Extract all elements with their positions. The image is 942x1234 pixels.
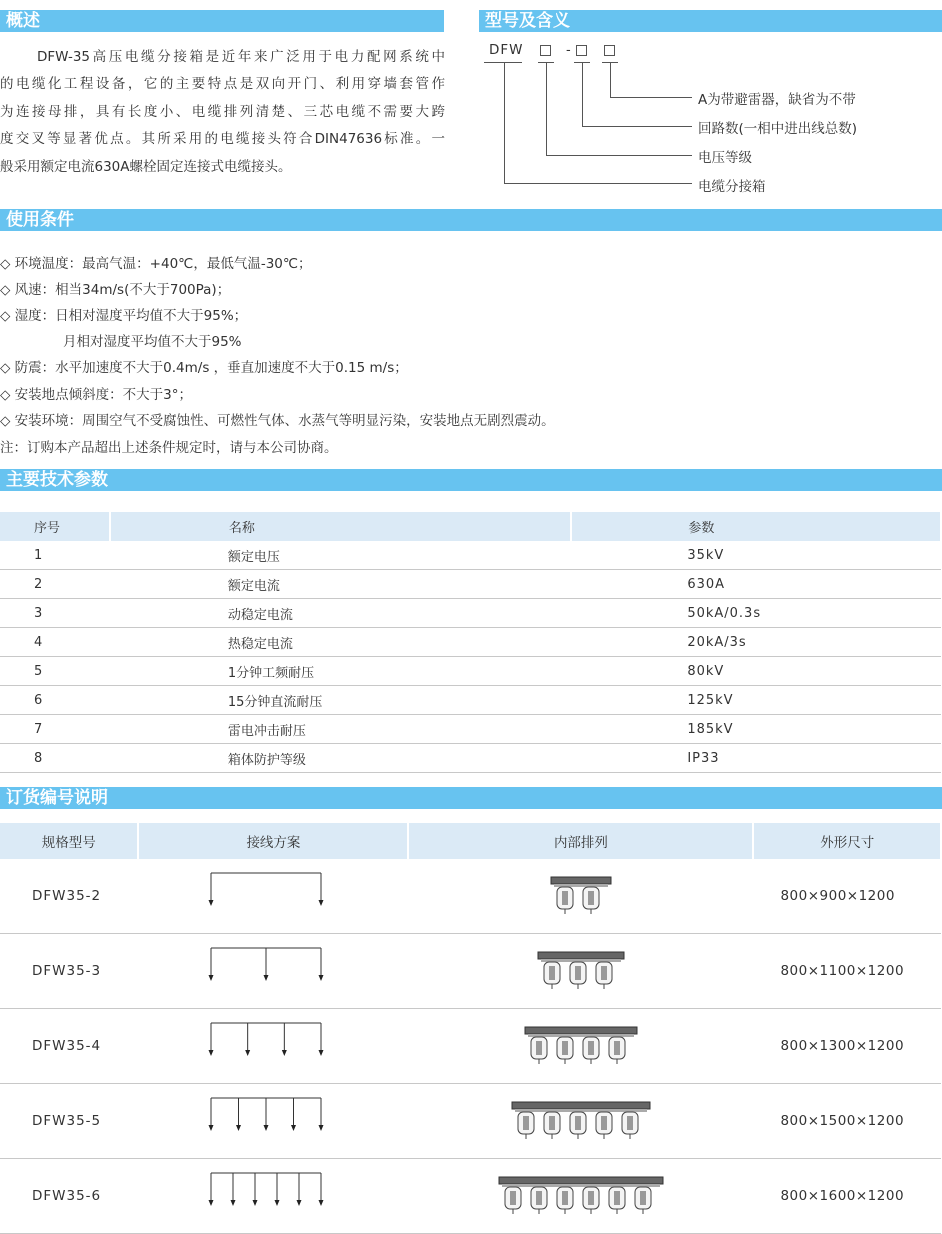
wiring-arrow-icon bbox=[209, 975, 214, 981]
params-cell-name: 额定电压 bbox=[110, 541, 571, 570]
bracket-line bbox=[610, 97, 692, 98]
order-layout-cell bbox=[408, 1009, 753, 1084]
condition-note: 注：订购本产品超出上述条件规定时，请与本公司协商。 bbox=[0, 440, 338, 456]
order-table bbox=[0, 823, 942, 1234]
code-slot-voltage bbox=[540, 45, 551, 56]
order-model: DFW35-5 bbox=[0, 1084, 138, 1159]
params-cell-value: 185kV bbox=[571, 715, 941, 744]
params-cell-name: 额定电流 bbox=[110, 570, 571, 599]
internal-layout-image bbox=[408, 1084, 753, 1154]
bracket-line bbox=[484, 62, 522, 63]
params-cell-value: 50kA/0.3s bbox=[571, 599, 941, 628]
params-cell-index: 6 bbox=[0, 686, 110, 715]
wiring-arrow-icon bbox=[319, 900, 324, 906]
internal-layout-image bbox=[408, 1009, 753, 1079]
params-cell-name: 1分钟工频耐压 bbox=[110, 657, 571, 686]
params-cell-value: 20kA/3s bbox=[571, 628, 941, 657]
params-header-row bbox=[0, 512, 941, 541]
params-title-bar: 主要技术参数 bbox=[0, 469, 942, 491]
params-cell-value: 630A bbox=[571, 570, 941, 599]
wiring-arrow-icon bbox=[236, 1125, 241, 1131]
order-model: DFW35-6 bbox=[0, 1159, 138, 1234]
wiring-diagram bbox=[138, 934, 408, 1004]
order-row bbox=[0, 859, 941, 934]
order-wiring-cell bbox=[138, 934, 408, 1009]
order-title-bar: 订货编号说明 bbox=[0, 787, 942, 809]
params-row bbox=[0, 715, 941, 744]
wiring-arrow-icon bbox=[209, 1050, 214, 1056]
params-cell-name: 热稳定电流 bbox=[110, 628, 571, 657]
order-wiring-cell bbox=[138, 1159, 408, 1234]
wiring-arrow-icon bbox=[209, 1200, 214, 1206]
condition-item: ◇ 防震：水平加速度不大于0.4m/s ，垂直加速度不大于0.15 m/s； bbox=[0, 360, 408, 376]
wiring-arrow-icon bbox=[319, 975, 324, 981]
model-code: DFW bbox=[489, 42, 524, 58]
order-layout-cell bbox=[408, 859, 753, 934]
bracket-line bbox=[546, 62, 547, 156]
wiring-diagram bbox=[138, 1009, 408, 1079]
legend-arrester: A为带避雷器，缺省为不带 bbox=[698, 92, 856, 108]
params-row bbox=[0, 744, 941, 773]
params-row bbox=[0, 686, 941, 715]
condition-item: ◇ 湿度：日相对湿度平均值不大于95%； bbox=[0, 308, 248, 324]
params-cell-index: 8 bbox=[0, 744, 110, 773]
params-cell-index: 7 bbox=[0, 715, 110, 744]
condition-item: 月相对湿度平均值不大于95% bbox=[63, 334, 242, 350]
internal-layout-image bbox=[408, 859, 753, 929]
overview-paragraph bbox=[0, 44, 445, 181]
order-model: DFW35-4 bbox=[0, 1009, 138, 1084]
wiring-arrow-icon bbox=[209, 1125, 214, 1131]
wiring-arrow-icon bbox=[275, 1200, 280, 1206]
order-size: 800×900×1200 bbox=[753, 859, 941, 934]
wiring-arrow-icon bbox=[231, 1200, 236, 1206]
condition-item: ◇ 安装环境：周围空气不受腐蚀性、可燃性气体、水蒸气等明显污染，安装地点无剧烈震动。 bbox=[0, 413, 555, 429]
wiring-arrow-icon bbox=[209, 900, 214, 906]
params-row bbox=[0, 570, 941, 599]
bracket-line bbox=[582, 126, 692, 127]
params-cell-index: 4 bbox=[0, 628, 110, 657]
params-cell-index: 1 bbox=[0, 541, 110, 570]
params-table bbox=[0, 512, 942, 773]
bracket-line bbox=[504, 183, 692, 184]
wiring-arrow-icon bbox=[253, 1200, 258, 1206]
params-cell-name: 雷电冲击耐压 bbox=[110, 715, 571, 744]
order-size: 800×1100×1200 bbox=[753, 934, 941, 1009]
conditions-title-bar: 使用条件 bbox=[0, 209, 942, 231]
params-cell-value: 125kV bbox=[571, 686, 941, 715]
order-model: DFW35-2 bbox=[0, 859, 138, 934]
params-cell-value: 80kV bbox=[571, 657, 941, 686]
order-header-layout: 内部排列 bbox=[408, 823, 753, 859]
wiring-arrow-icon bbox=[319, 1050, 324, 1056]
order-wiring-cell bbox=[138, 1084, 408, 1159]
wiring-arrow-icon bbox=[264, 1125, 269, 1131]
wiring-diagram bbox=[138, 1084, 408, 1154]
params-cell-index: 2 bbox=[0, 570, 110, 599]
params-header-index: 序号 bbox=[0, 512, 110, 541]
order-layout-cell bbox=[408, 1084, 753, 1159]
order-model: DFW35-3 bbox=[0, 934, 138, 1009]
params-cell-name: 15分钟直流耐压 bbox=[110, 686, 571, 715]
bracket-line bbox=[546, 155, 692, 156]
legend-box: 电缆分接箱 bbox=[698, 179, 766, 195]
wiring-arrow-icon bbox=[291, 1125, 296, 1131]
params-cell-name: 箱体防护等级 bbox=[110, 744, 571, 773]
order-row bbox=[0, 1159, 941, 1234]
params-cell-name: 动稳定电流 bbox=[110, 599, 571, 628]
params-header-value: 参数 bbox=[571, 512, 941, 541]
params-row bbox=[0, 628, 941, 657]
wiring-arrow-icon bbox=[297, 1200, 302, 1206]
wiring-arrow-icon bbox=[319, 1125, 324, 1131]
condition-item: ◇ 环境温度：最高气温：+40℃，最低气温-30℃； bbox=[0, 256, 312, 272]
params-header-name: 名称 bbox=[110, 512, 571, 541]
wiring-arrow-icon bbox=[319, 1200, 324, 1206]
code-dash: - bbox=[566, 43, 571, 58]
params-cell-index: 3 bbox=[0, 599, 110, 628]
order-wiring-cell bbox=[138, 1009, 408, 1084]
overview-line: 度交叉等显著优点。其所采用的电缆接头符合DIN47636标准。一 bbox=[0, 131, 445, 148]
order-row bbox=[0, 1009, 941, 1084]
order-header-wiring: 接线方案 bbox=[138, 823, 408, 859]
order-size: 800×1500×1200 bbox=[753, 1084, 941, 1159]
params-row bbox=[0, 541, 941, 570]
wiring-diagram bbox=[138, 859, 408, 929]
order-size: 800×1300×1200 bbox=[753, 1009, 941, 1084]
params-cell-value: IP33 bbox=[571, 744, 941, 773]
bracket-line bbox=[582, 62, 583, 127]
params-cell-index: 5 bbox=[0, 657, 110, 686]
overview-title-bar: 概述 bbox=[0, 10, 444, 32]
params-cell-value: 35kV bbox=[571, 541, 941, 570]
internal-layout-image bbox=[408, 934, 753, 1004]
order-header-row bbox=[0, 823, 941, 859]
legend-voltage: 电压等级 bbox=[698, 150, 752, 166]
params-row bbox=[0, 599, 941, 628]
code-slot-circuits bbox=[576, 45, 587, 56]
condition-item: ◇ 风速：相当34m/s(不大于700Pa)； bbox=[0, 282, 231, 298]
overview-line: 为连接母排，具有长度小、电缆排列清楚、三芯电缆不需要大跨 bbox=[0, 103, 445, 120]
wiring-arrow-icon bbox=[282, 1050, 287, 1056]
code-slot-arrester bbox=[604, 45, 615, 56]
overview-line: 般采用额定电流630A螺栓固定连接式电缆接头。 bbox=[0, 158, 292, 175]
condition-item: ◇ 安装地点倾斜度：不大于3°； bbox=[0, 387, 193, 403]
order-header-size: 外形尺寸 bbox=[753, 823, 941, 859]
wiring-arrow-icon bbox=[246, 1050, 251, 1056]
order-row bbox=[0, 934, 941, 1009]
params-row bbox=[0, 657, 941, 686]
order-layout-cell bbox=[408, 934, 753, 1009]
order-layout-cell bbox=[408, 1159, 753, 1234]
order-size: 800×1600×1200 bbox=[753, 1159, 941, 1234]
model-meaning-title-bar: 型号及含义 bbox=[479, 10, 942, 32]
order-row bbox=[0, 1084, 941, 1159]
legend-circuits: 回路数(一相中进出线总数) bbox=[698, 121, 858, 137]
bracket-line bbox=[504, 62, 505, 184]
wiring-arrow-icon bbox=[264, 975, 269, 981]
overview-line: DFW-35高压电缆分接箱是近年来广泛用于电力配网系统中 bbox=[37, 49, 445, 65]
bracket-line bbox=[610, 62, 611, 98]
order-wiring-cell bbox=[138, 859, 408, 934]
order-header-model: 规格型号 bbox=[0, 823, 138, 859]
overview-line: 的电缆化工程设备，它的主要特点是双向开门、利用穿墙套管作 bbox=[0, 76, 445, 93]
